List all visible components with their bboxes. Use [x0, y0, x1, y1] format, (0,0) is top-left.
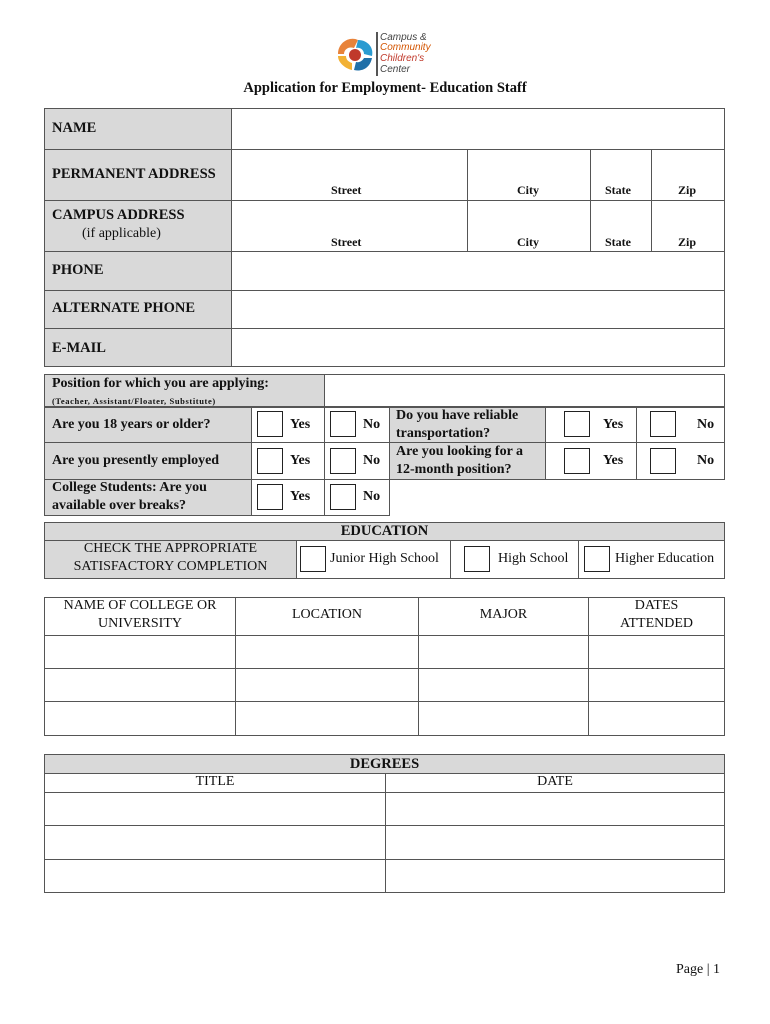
higher-education-checkbox[interactable] [584, 546, 610, 572]
major-header: MAJOR [479, 607, 528, 622]
college-name-header-line-1: NAME OF COLLEGE OR [63, 598, 217, 613]
breaks-no-checkbox[interactable] [330, 484, 356, 510]
state-label: State [605, 183, 631, 197]
logo-line-4: Center [380, 64, 411, 75]
twelve-month-yes-label: Yes [603, 453, 624, 468]
phone-label: PHONE [52, 262, 104, 278]
high-school-label: High School [498, 551, 569, 566]
dates-header-line-1: DATES [634, 598, 679, 613]
table-cell[interactable] [418, 668, 589, 702]
breaks-question-line-1: College Students: Are you [52, 480, 207, 495]
table-cell[interactable] [235, 668, 419, 702]
high-school-checkbox[interactable] [464, 546, 490, 572]
dates-header-line-2: ATTENDED [619, 616, 694, 631]
street-label: Street [331, 183, 362, 197]
employed-yes-label: Yes [290, 453, 311, 468]
age-no-checkbox[interactable] [330, 411, 356, 437]
city-label: City [517, 235, 539, 249]
zip-label: Zip [678, 183, 697, 197]
campus-address-note: (if applicable) [82, 226, 161, 241]
email-label: E-MAIL [52, 340, 106, 356]
table-row[interactable] [44, 792, 386, 826]
transport-no-checkbox[interactable] [650, 411, 676, 437]
table-cell[interactable] [235, 701, 419, 736]
table-row[interactable] [44, 635, 236, 669]
campus-address-label: CAMPUS ADDRESS [52, 207, 185, 223]
degree-title-header: TITLE [195, 774, 235, 789]
breaks-yes-label: Yes [290, 489, 311, 504]
twelve-month-yes-checkbox[interactable] [564, 448, 590, 474]
transport-question-line-1: Do you have reliable [396, 408, 519, 423]
transport-question-line-2: transportation? [396, 426, 491, 441]
street-label: Street [331, 235, 362, 249]
twelve-month-no-checkbox[interactable] [650, 448, 676, 474]
alternate-phone-input[interactable] [231, 290, 725, 329]
table-cell[interactable] [418, 635, 589, 669]
age-no-label: No [363, 417, 381, 432]
phone-input[interactable] [231, 251, 725, 291]
education-instruction-line-1: CHECK THE APPROPRIATE [83, 541, 258, 556]
breaks-question-line-2: available over breaks? [52, 498, 187, 513]
age-yes-label: Yes [290, 417, 311, 432]
college-name-header-line-2: UNIVERSITY [98, 616, 182, 631]
position-input[interactable] [324, 374, 725, 407]
name-label: NAME [52, 120, 97, 136]
junior-high-checkbox[interactable] [300, 546, 326, 572]
position-note: (Teacher, Assistant/Floater, Substitute) [52, 396, 216, 406]
table-row[interactable] [44, 701, 236, 736]
table-cell[interactable] [385, 859, 725, 893]
twelve-month-question-line-2: 12-month position? [396, 462, 512, 477]
table-cell[interactable] [588, 635, 725, 669]
breaks-yes-checkbox[interactable] [257, 484, 283, 510]
table-cell[interactable] [235, 635, 419, 669]
age-question: Are you 18 years or older? [52, 417, 211, 432]
education-title: EDUCATION [340, 523, 429, 539]
transport-yes-checkbox[interactable] [564, 411, 590, 437]
zip-label: Zip [678, 235, 697, 249]
page-title: Application for Employment- Education Staff [243, 80, 527, 96]
transport-yes-label: Yes [603, 417, 624, 432]
employed-no-checkbox[interactable] [330, 448, 356, 474]
table-cell[interactable] [588, 668, 725, 702]
degree-date-header: DATE [537, 774, 573, 789]
position-label: Position for which you are applying: [52, 376, 269, 391]
table-cell[interactable] [418, 701, 589, 736]
alternate-phone-label: ALTERNATE PHONE [52, 300, 196, 316]
logo-line-2: Community [380, 42, 431, 53]
state-label: State [605, 235, 631, 249]
table-cell[interactable] [588, 701, 725, 736]
employed-no-label: No [363, 453, 381, 468]
logo-line-1: Campus & [380, 32, 427, 43]
page-number: Page | 1 [676, 962, 721, 977]
logo-line-3: Children's [380, 53, 425, 64]
logo [334, 32, 444, 76]
education-instruction-line-2: SATISFACTORY COMPLETION [73, 559, 268, 574]
degrees-title: DEGREES [349, 756, 420, 772]
table-cell[interactable] [385, 825, 725, 860]
name-input[interactable] [231, 108, 725, 150]
table-cell[interactable] [385, 792, 725, 826]
transport-no-label: No [697, 417, 715, 432]
table-row[interactable] [44, 859, 386, 893]
employed-yes-checkbox[interactable] [257, 448, 283, 474]
employed-question: Are you presently employed [52, 453, 220, 468]
location-header: LOCATION [292, 607, 362, 622]
breaks-no-label: No [363, 489, 381, 504]
higher-education-label: Higher Education [615, 551, 715, 566]
permanent-address-label: PERMANENT ADDRESS [52, 166, 216, 182]
email-input[interactable] [231, 328, 725, 367]
table-row[interactable] [44, 825, 386, 860]
logo-icon [334, 32, 378, 76]
table-row[interactable] [44, 668, 236, 702]
city-label: City [517, 183, 539, 197]
junior-high-label: Junior High School [330, 551, 439, 566]
twelve-month-question-line-1: Are you looking for a [396, 444, 524, 459]
age-yes-checkbox[interactable] [257, 411, 283, 437]
twelve-month-no-label: No [697, 453, 715, 468]
